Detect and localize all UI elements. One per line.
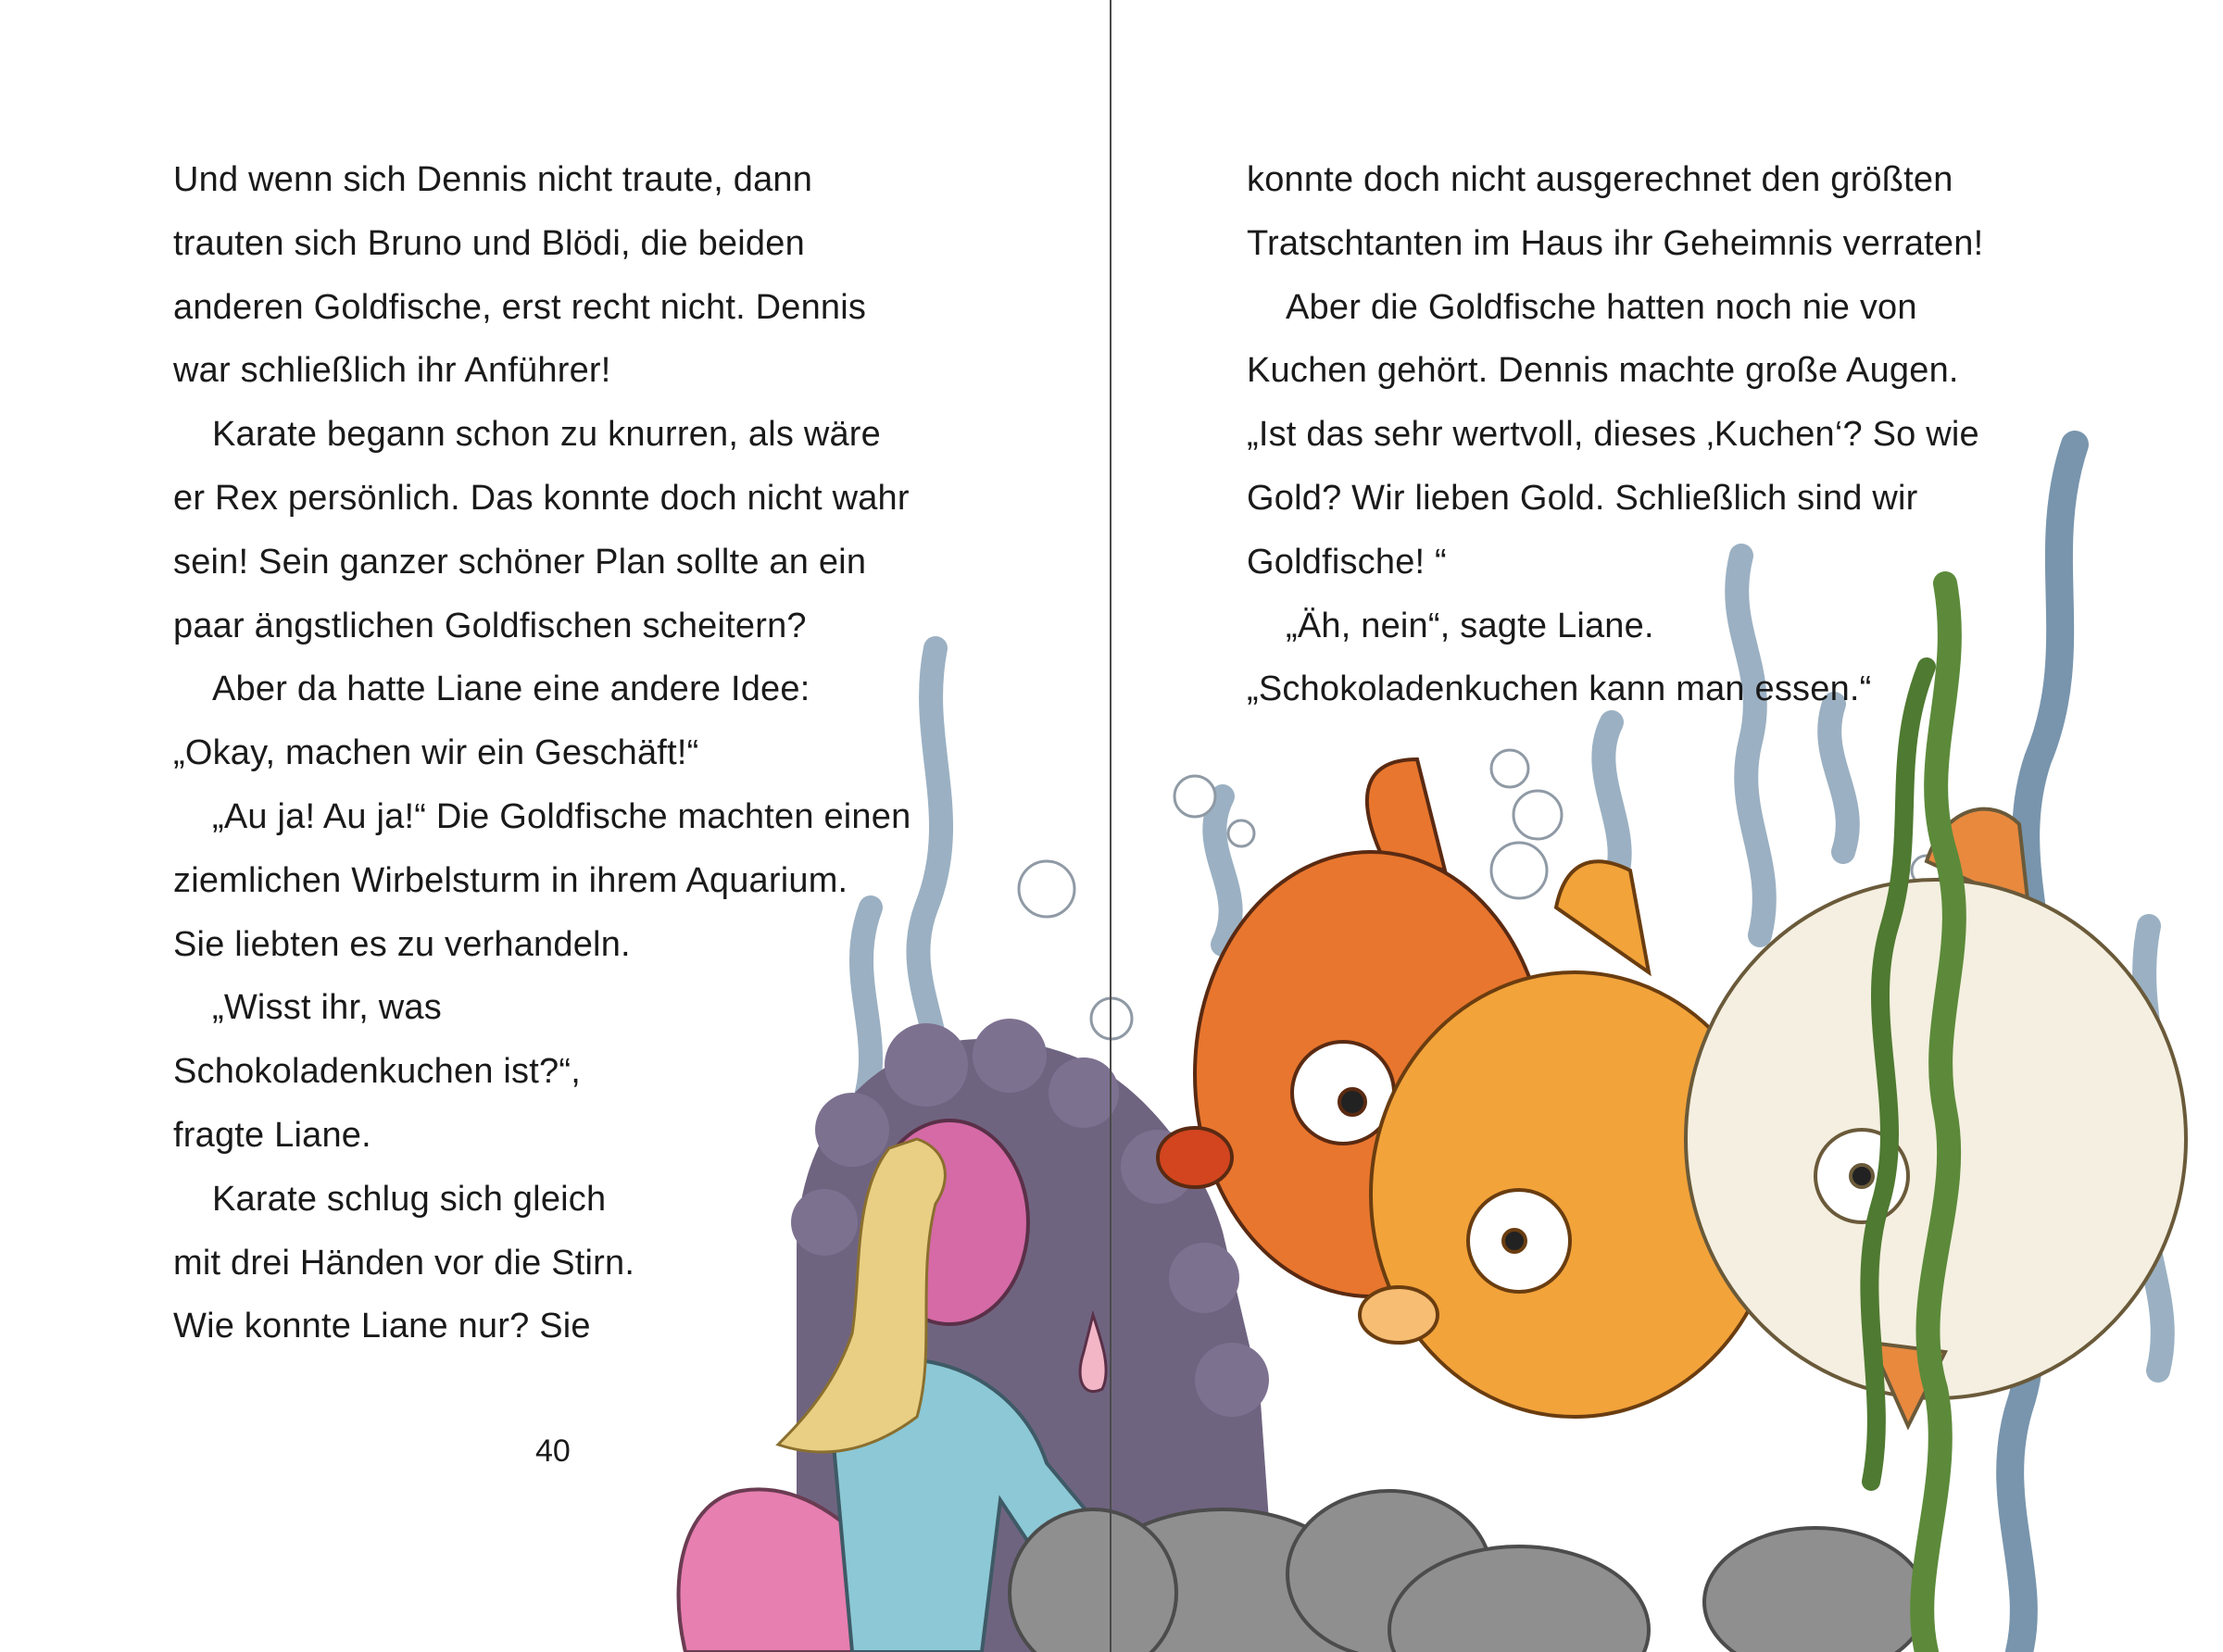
text-line: fragte Liane.: [173, 1115, 371, 1155]
text-line: anderen Goldfische, erst recht nicht. Dennis: [173, 287, 867, 327]
text-line: Schokoladenkuchen ist?“,: [173, 1052, 581, 1092]
text-line: „Wisst ihr, was: [212, 988, 442, 1028]
text-line: konnte doch nicht ausgerechnet den größten: [1247, 160, 1953, 199]
text-line: „Au ja! Au ja!“ Die Goldfische machten einen: [212, 796, 911, 836]
text-line: Sie liebten es zu verhandeln.: [173, 924, 631, 964]
page-number: 40: [535, 1433, 571, 1469]
text-line: Kuchen gehört. Dennis machte große Augen.: [1247, 351, 1959, 391]
text-line: sein! Sein ganzer schöner Plan sollte an ein: [173, 542, 867, 582]
right-page-text: [1247, 148, 1983, 721]
text-line: Aber da hatte Liane eine andere Idee:: [212, 670, 810, 709]
text-line: „Okay, machen wir ein Geschäft!“: [173, 733, 699, 773]
page-gutter: [1110, 0, 1112, 1652]
text-line: ziemlichen Wirbelsturm in ihrem Aquarium.: [173, 860, 848, 900]
text-line: trauten sich Bruno und Blödi, die beiden: [173, 223, 805, 263]
text-line: „Äh, nein“, sagte Liane.: [1286, 606, 1654, 645]
text-line: paar ängstlichen Goldfischen scheitern?: [173, 606, 807, 645]
text-line: Und wenn sich Dennis nicht traute, dann: [173, 160, 813, 199]
text-line: Wie konnte Liane nur? Sie: [173, 1307, 591, 1346]
text-line: mit drei Händen vor die Stirn.: [173, 1243, 635, 1283]
text-line: „Ist das sehr wertvoll, dieses ‚Kuchen‘? So wie: [1247, 415, 1979, 455]
text-line: Goldfische! “: [1247, 542, 1447, 582]
text-line: „Schokoladenkuchen kann man essen.“: [1247, 670, 1872, 709]
text-line: Aber die Goldfische hatten noch nie von: [1286, 287, 1917, 327]
text-line: Karate begann schon zu knurren, als wäre: [212, 415, 881, 455]
text-line: Tratschtanten im Haus ihr Geheimnis verraten!: [1247, 223, 1984, 263]
text-line: er Rex persönlich. Das konnte doch nicht wahr: [173, 478, 910, 518]
text-line: Gold? Wir lieben Gold. Schließlich sind wir: [1247, 478, 1918, 518]
left-page-text: [173, 148, 911, 1358]
text-line: war schließlich ihr Anführer!: [173, 351, 611, 391]
text-line: Karate schlug sich gleich: [212, 1179, 607, 1219]
